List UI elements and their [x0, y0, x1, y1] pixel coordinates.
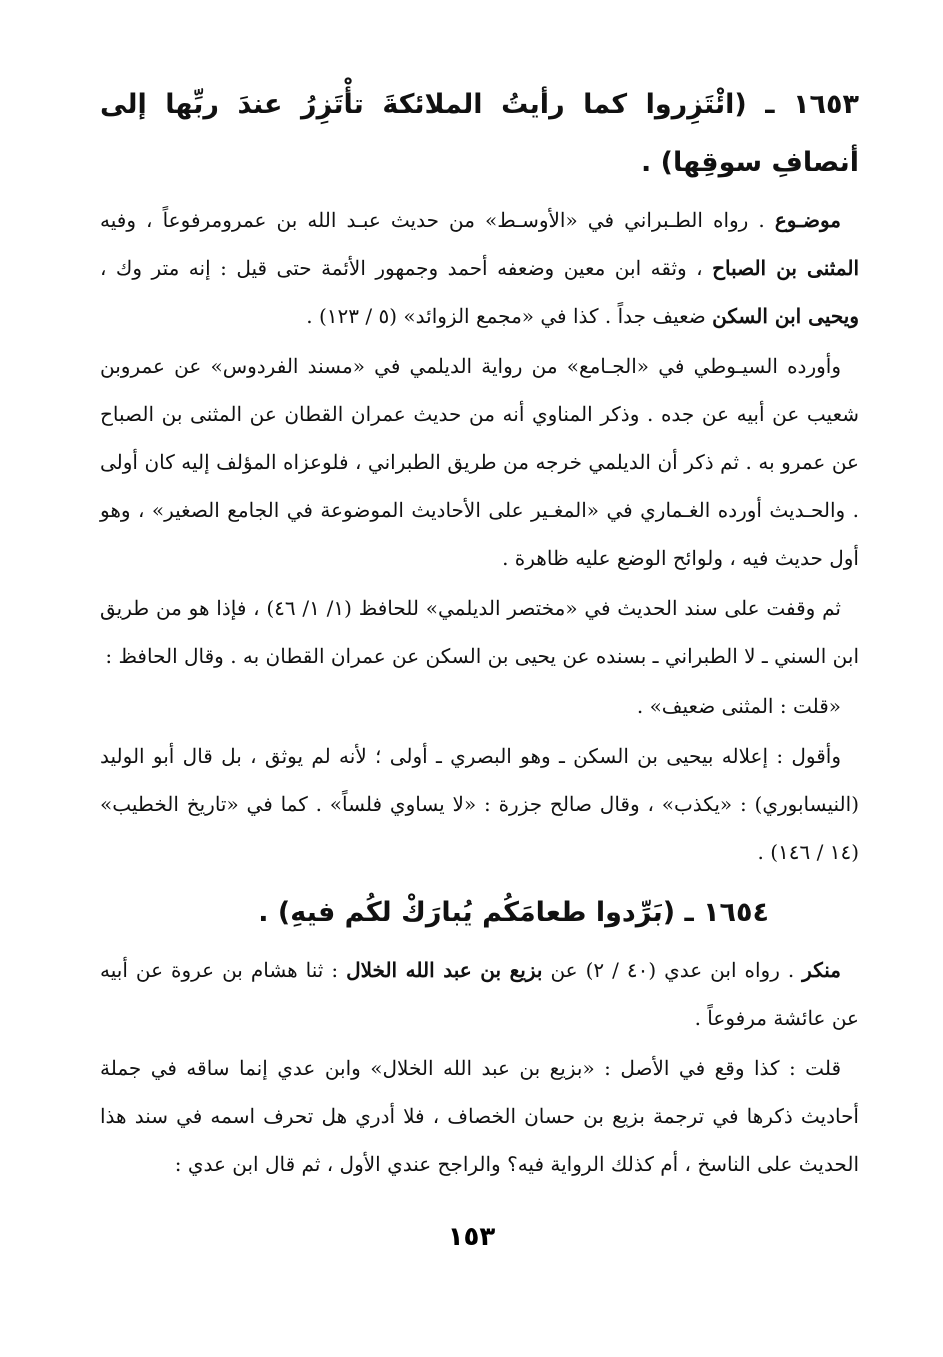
- narrator-name: المثنى بن الصباح: [712, 256, 860, 280]
- paragraph-daylami: ثم وقفت على سند الحديث في «مختصر الديلمي» للحافظ (١/ ١/ ٤٦) ، فإذا هو من طريق ابن السني ـ لا الطبراني ـ بسنده عن يحيى بن السكن عن عمران القطان به . وقال الحافظ :: [100, 596, 859, 668]
- grading-label: منكر: [802, 958, 841, 982]
- page-number: ١٥٣: [447, 1222, 496, 1252]
- hadith-1654-title: ١٦٥٤ ـ (بَرِّدوا طعامَكُم يُبارَكْ لكُم فيهِ) .: [258, 897, 769, 928]
- hadith-1653-title: ١٦٥٣ ـ (ائْتَزِروا كما رأيتُ الملائكةَ تأْتَزِرُ عندَ ربِّها إلى أنصافِ سوقِها) .: [100, 89, 859, 178]
- paragraph-quote: «قلت : المثنى ضعيف» .: [636, 694, 841, 718]
- grading-label: موضـوع: [774, 208, 841, 232]
- paragraph-text: ، وثقه ابن معين وضعفه أحمد وجمهور الأئمة حتى قيل : إنه متر وك ،: [100, 256, 713, 280]
- paragraph-comment: قلت : كذا وقع في الأصل : «بزيع بن عبد الله الخلال» وابن عدي إنما ساقه في جملة أحاديث ذكرها في ترجمة بزيع بن حسان الخصاف ، فلا أدري هل تحرف اسمه في سند هذا الحديث على الناسخ ، أم كذلك الرواية فيه؟ والراجح عندي الأول ، ثم قال ابن عدي :: [100, 1056, 859, 1176]
- paragraph-text: . رواه الطـبراني في «الأوسـط» من حديث عبـد الله بن عمرومرفوعاً ، وفيه: [100, 208, 775, 232]
- paragraph-text: . رواه ابن عدي (٤٠ / ٢) عن: [542, 958, 803, 982]
- paragraph-text: : ثنا هشام بن عروة عن أبيه عن عائشة مرفوعاً .: [100, 958, 859, 1030]
- paragraph-grading-1653: [100, 196, 859, 340]
- narrator-name: ويحيى ابن السكن: [712, 304, 859, 328]
- paragraph-grading-1654: [100, 946, 859, 1042]
- paragraph-text: ضعيف جداً . كذا في «مجمع الزوائد» (٥ / ١٢٣) .: [306, 304, 713, 328]
- paragraph-suyuti: وأورده السيـوطي في «الجـامع» من رواية الديلمي في «مسند الفردوس» عن عمروبن شعيب عن أبيه عن جده . وذكر المناوي أنه من حديث عمران القطان عن المثنى بن الصباح عن عمرو به . ثم ذكر أن الديلمي خرجه من طريق الطبراني ، فلوعزاه المؤلف إليه كان أولى . والحـديث أورده الغـماري في «المغـير على الأحاديث الموضوعة في الجامع الصغير» ، وهو أول حديث فيه ، ولوائح الوضع عليه ظاهرة .: [100, 354, 859, 570]
- narrator-name: بزيع بن عبد الله الخلال: [346, 958, 543, 982]
- paragraph-author-note: وأقول : إعلاله بيحيى بن السكن ـ وهو البصري ـ أولى ؛ لأنه لم يوثق ، بل قال أبو الوليد (النيسابوري) : «يكذب» ، وقال صالح جزرة : «لا يساوي فلساً» . كما في «تاريخ الخطيب» (١٤ / ١٤٦) .: [100, 744, 859, 864]
